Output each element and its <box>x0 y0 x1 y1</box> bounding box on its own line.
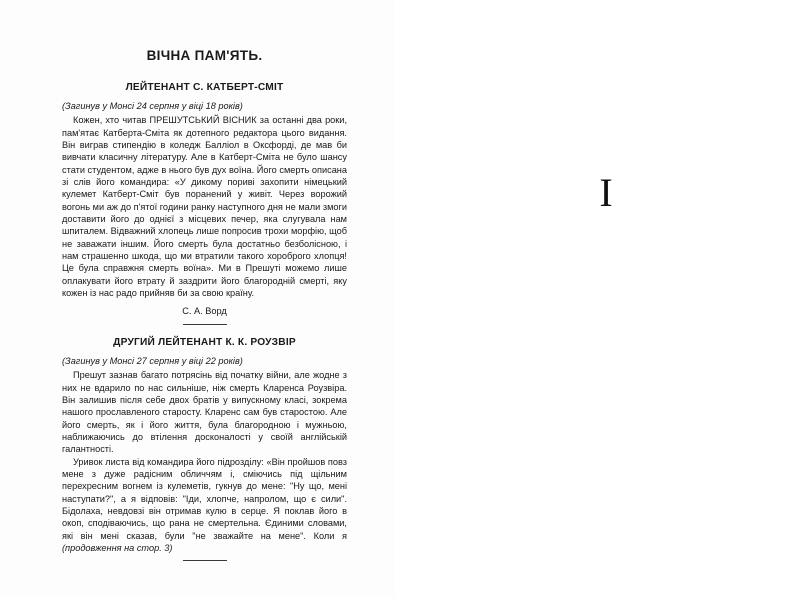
page-title: ВІЧНА ПАМ'ЯТЬ. <box>146 48 263 63</box>
right-page <box>395 0 800 598</box>
signature: С. А. Ворд <box>182 305 227 316</box>
page-number: I <box>599 170 613 215</box>
left-page <box>0 0 395 598</box>
end-divider <box>183 560 227 561</box>
letter-excerpt: Уривок листа від командира його підрозділу: «Він пройшов повз мене з дуже радісним обличчям і, сміючись під щільним перехресним вогнем із кулеметів, гукнув до мене: "Ну що, мені наступати?", а я відповів: "Іди, хлопче, напролом, що є сили". Бідолаха, невдовзі він отримав кулю в серце. Я поклав його в окоп, сподіваючись, що рана не смертельна. Єдиними словами, які він мені сказав, були "не зважайте на мене". Коли я <box>62 456 347 541</box>
obituary-body: Прешут зазнав багато потрясінь від початку війни, але жодне з них не вдарило по нас сильніше, ніж смерть Кларенса Роузвіра. Він залишив після себе двох братів у випускному класі, зокрема нашого прославленого старосту. Кларенс сам був старостою. Але його смерть, як і його життя, була благородною і мужньою, наближаючись до втілення досконалості у своїй англійській галантності. <box>62 370 347 455</box>
continuation-note: (продовження на стор. 3) <box>62 543 173 553</box>
section-heading: ЛЕЙТЕНАНТ С. КАТБЕРТ-СМІТ <box>125 82 284 93</box>
section-divider <box>183 324 227 325</box>
obituary-rosevere <box>62 336 347 562</box>
obituary-body: Кожен, хто читав ПРЕШУТСЬКИЙ ВІСНИК за останні два роки, пам'ятає Катберта-Сміта як дотепного редактора цього видання. Він виграв стипендію в коледж Балліол в Оксфорді, де мав би вивчати класичну літературу. Але в Катберт-Сміта не було шансу стати студентом, адже в нього був дух воїна. Його смерть описана зі слів його командира: «У дикому пориві захопити німецький кулемет Катберт-Сміт був поранений у живіт. Через ворожий вогонь ми аж до п'ятої години ранку наступного дня не мали змоги доставити його до однієї з місцевих печер, яка слугувала нам шпиталем. Відважний хлопець лише попросив трохи морфію, щоб не заважати іншим. Його смерть була достатньо безболісною, і нам страшенно шкода, що ми втратили такого хороброго хлопця! Це була справжня смерть воїна». Ми в Прешуті можемо лише оплакувати його втрату й заздрити його благородній смерті, яку кожен із нас радо прийняв би за свою країну. <box>62 115 347 299</box>
death-note: (Загинув у Монсі 27 серпня у віці 22 років) <box>62 355 243 366</box>
section-heading: ДРУГИЙ ЛЕЙТЕНАНТ К. К. РОУЗВІР <box>113 336 296 348</box>
death-note: (Загинув у Монсі 24 серпня у віці 18 років) <box>62 101 243 111</box>
obituary-body-letter <box>62 456 347 555</box>
memorial-article <box>62 48 347 561</box>
obituary-cuthbert-smith <box>62 81 347 325</box>
